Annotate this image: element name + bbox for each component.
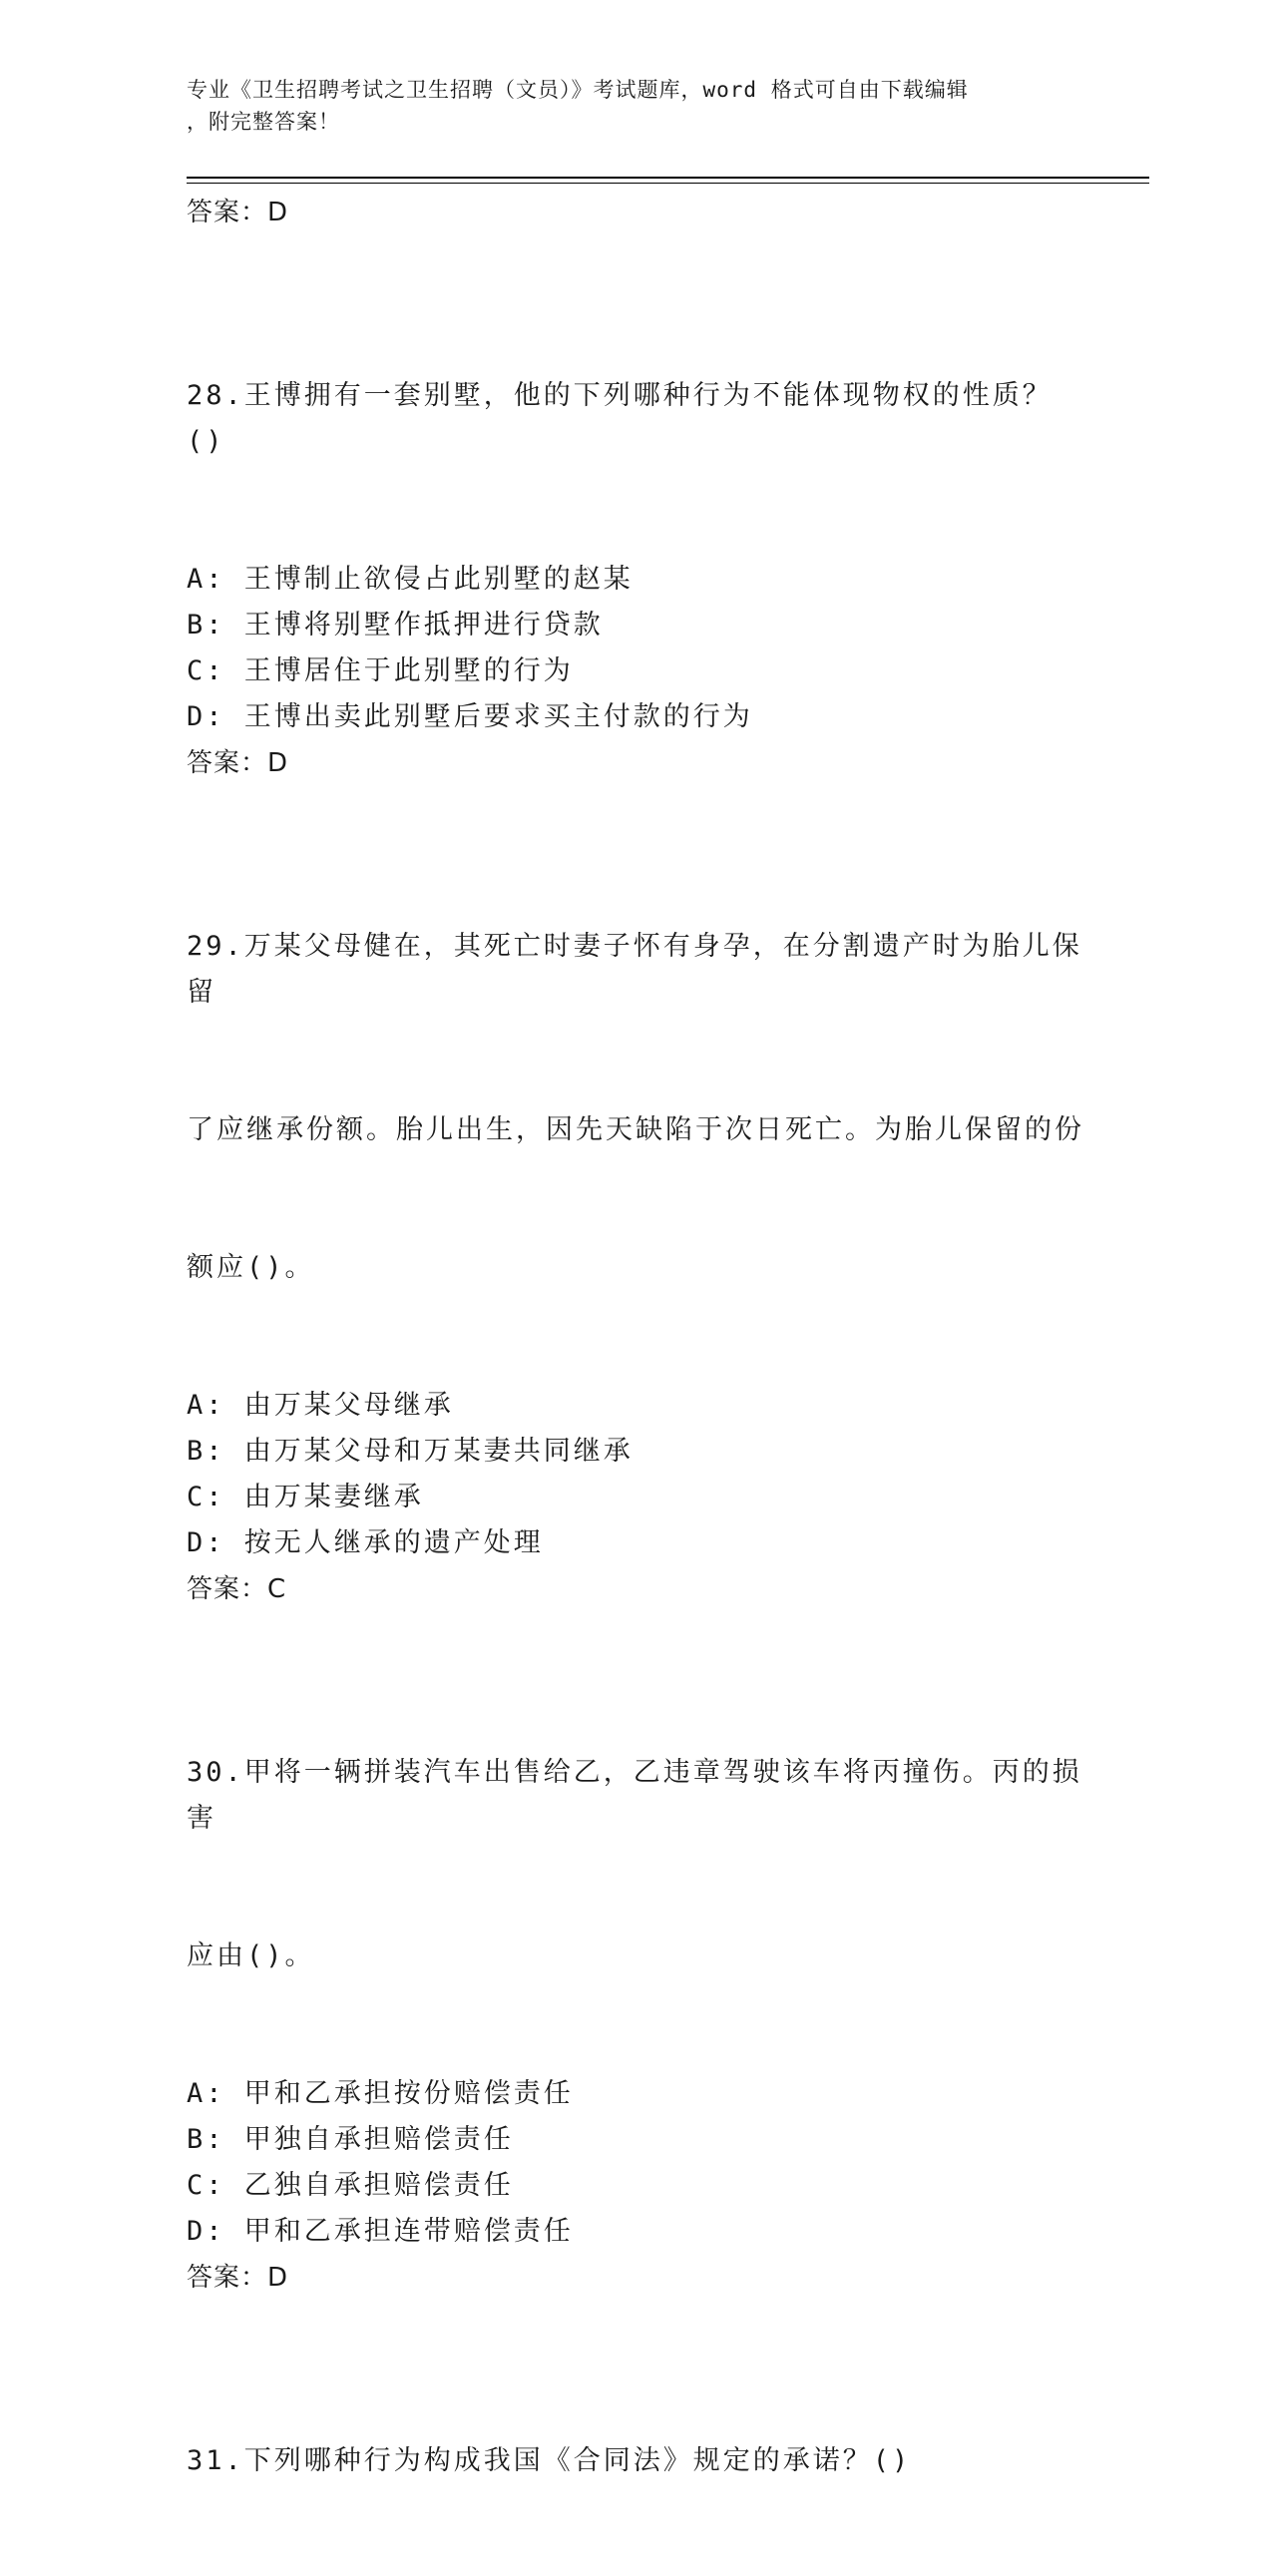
question-text-line: 29.万某父母健在，其死亡时妻子怀有身孕，在分割遗产时为胎儿保留	[187, 931, 1082, 1008]
question-28	[187, 281, 1084, 786]
option-b: B: 王博将别墅作抵押进行贷款	[187, 610, 604, 641]
header-line-1: 专业《卫生招聘考试之卫生招聘（文员）》考试题库，word 格式可自由下载编辑	[187, 78, 969, 102]
question-text-line: 28.王博拥有一套别墅，他的下列哪种行为不能体现物权的性质？()	[187, 380, 1053, 457]
question-text	[187, 1658, 1084, 2071]
option-a: A: 甲和乙承担按份赔偿责任	[187, 2078, 574, 2109]
header-divider-thin	[187, 183, 1149, 184]
option-d: D: 甲和乙承担连带赔偿责任	[187, 2216, 574, 2247]
question-text-line: 30.甲将一辆拼装汽车出售给乙，乙违章驾驶该车将丙撞伤。丙的损害	[187, 1757, 1082, 1834]
question-29	[187, 832, 1084, 1612]
question-text-line: 额应()。	[187, 1252, 315, 1283]
question-text-line: 了应继承份额。胎儿出生，因先天缺陷于次日死亡。为胎儿保留的份	[187, 1114, 1084, 1145]
option-a: A: 王博制止欲侵占此别墅的赵某	[187, 564, 634, 595]
document-header	[187, 74, 1064, 138]
option-b: B: 由万某父母和万某妻共同继承	[187, 1436, 634, 1467]
question-30	[187, 1658, 1084, 2301]
answer-line: 答案：D	[187, 198, 289, 227]
option-d: D: 王博出卖此别墅后要求买主付款的行为	[187, 701, 753, 732]
header-divider-thick	[187, 177, 1149, 179]
option-b: B: 甲独自承担赔偿责任	[187, 2124, 514, 2155]
answer-line: 答案：C	[187, 1574, 287, 1604]
question-text-line: 应由()。	[187, 1940, 315, 1971]
answer-line: 答案：D	[187, 748, 289, 778]
option-c: C: 王博居住于此别墅的行为	[187, 655, 574, 686]
option-a: A: 由万某父母继承	[187, 1390, 454, 1421]
answer-line: 答案：D	[187, 2263, 289, 2293]
option-c: C: 乙独自承担赔偿责任	[187, 2170, 514, 2201]
question-list	[187, 190, 1084, 2576]
option-d: D: 按无人继承的遗产处理	[187, 1527, 544, 1558]
question-text	[187, 2347, 1084, 2576]
question-text-line: 31.下列哪种行为构成我国《合同法》规定的承诺？()	[187, 2445, 912, 2476]
question-31	[187, 2347, 1084, 2576]
option-c: C: 由万某妻继承	[187, 1482, 424, 1512]
question-text	[187, 832, 1084, 1383]
header-line-2: ，附完整答案！	[187, 110, 340, 134]
question-text	[187, 281, 1084, 557]
